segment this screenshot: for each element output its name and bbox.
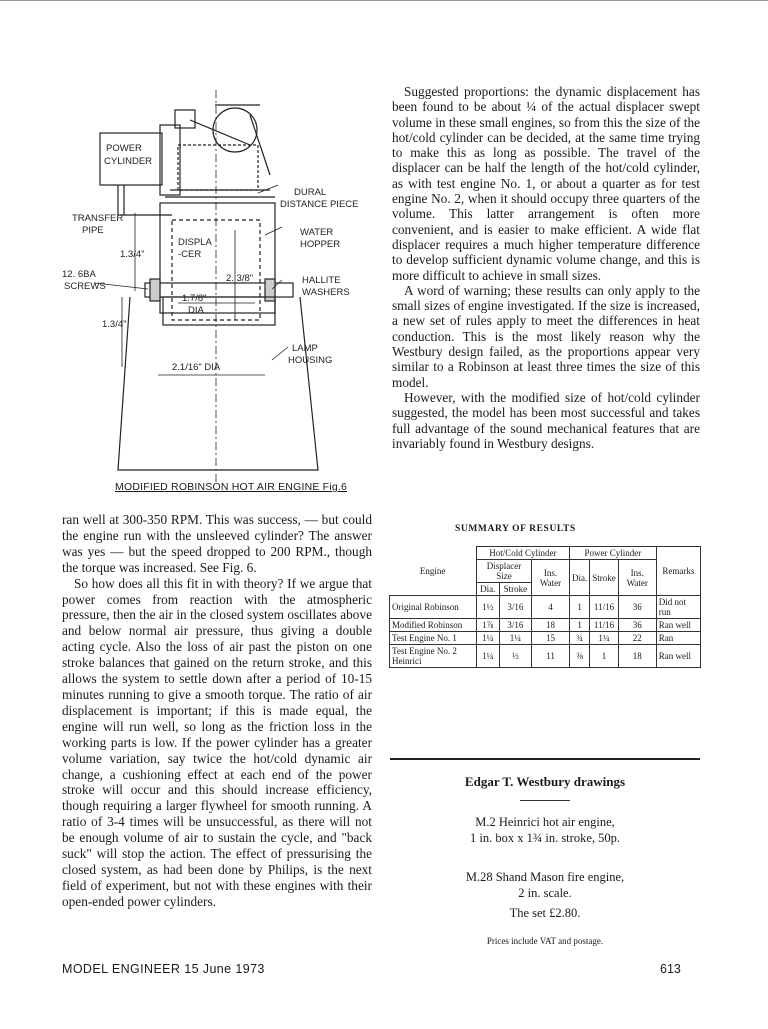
promo-title: Edgar T. Westbury drawings: [464, 774, 626, 789]
label-displacer-2: -CER: [178, 249, 202, 260]
table-row: [390, 632, 701, 645]
label-lamp-1: LAMP: [292, 343, 318, 354]
power-dia-cell: 1: [570, 619, 590, 632]
label-dim-2116: 2.1/16" DIA: [172, 362, 221, 373]
label-hallite-2: WASHERS: [302, 287, 350, 298]
displacer-dia-cell: 1¼: [476, 632, 499, 645]
right-column: [392, 84, 700, 451]
power-dia-cell: ⅜: [570, 645, 590, 668]
displacer-dia-cell: 1¼: [476, 645, 499, 668]
ins-water-header-1: Ins. Water: [532, 560, 570, 596]
displacer-size-header: Displacer Size: [476, 560, 531, 583]
engine-diagram: [60, 85, 380, 495]
section-divider: [390, 758, 700, 760]
power-ins-water-cell: 22: [618, 632, 656, 645]
label-power-1: POWER: [106, 143, 142, 154]
engine-cell: Test Engine No. 1: [390, 632, 477, 645]
label-dim-134-top: 1.3/4": [120, 249, 145, 260]
hot-cold-group-header: Hot/Cold Cylinder: [476, 547, 569, 560]
right-paragraph-2: A word of warning; these results can only apply to the small sizes of engine investigated. If the size is increased, a new set of rules apply to meet the differences in heat conduction. This is the most likely reason why the Westbury design failed, as the proportions appear very similar to a Robinson at least three times the size of this model.: [392, 282, 700, 390]
label-transfer-1: TRANSFER: [72, 213, 124, 224]
power-stroke-cell: 11/16: [590, 619, 619, 632]
page-number: 613: [660, 962, 681, 976]
results-table: [389, 546, 701, 668]
promo-line-5: The set £2.80.: [509, 906, 581, 920]
remarks-cell: Ran: [656, 632, 700, 645]
remarks-cell: Did not run: [656, 596, 700, 619]
remarks-header: Remarks: [656, 547, 700, 596]
table-row: [390, 645, 701, 668]
displacer-stroke-cell: ½: [499, 645, 531, 668]
left-paragraph-1: ran well at 300-350 RPM. This was success, — but could the engine run with the unsleeved cylinder? The answer was yes — but the speed dropped to 200 RPM., though the torque was increased. See Fig. 6.: [62, 512, 372, 575]
label-dural-1: DURAL: [294, 187, 327, 198]
label-dim-238: 2. 3/8": [226, 273, 254, 284]
label-hallite-1: HALLITE: [302, 275, 341, 286]
displacer-dia-cell: 1½: [476, 596, 499, 619]
power-dia-cell: 1: [570, 596, 590, 619]
ins-water-cell: 15: [532, 632, 570, 645]
top-rule: [0, 0, 768, 1]
power-stroke-cell: 11/16: [590, 596, 619, 619]
table-row: [390, 596, 701, 619]
label-displacer-1: DISPLA: [178, 237, 212, 248]
ins-water-cell: 11: [532, 645, 570, 668]
power-stroke-cell: 1¼: [590, 632, 619, 645]
lamp-housing: [118, 297, 318, 470]
engine-header: Engine: [390, 547, 477, 596]
remarks-cell: Ran well: [656, 645, 700, 668]
label-dural-2: DISTANCE PIECE: [280, 199, 359, 210]
displacer-stroke-cell: 3/16: [499, 619, 531, 632]
ins-water-cell: 18: [532, 619, 570, 632]
power-stroke-cell: 1: [590, 645, 619, 668]
displacer-stroke-cell: 3/16: [499, 596, 531, 619]
engine-cell: Original Robinson: [390, 596, 477, 619]
remarks-cell: Ran well: [656, 619, 700, 632]
power-ins-water-cell: 36: [618, 596, 656, 619]
displacer-stroke-cell: 1¼: [499, 632, 531, 645]
label-water-1: WATER: [300, 227, 334, 238]
left-paragraph-2: So how does all this fit in with theory? If we argue that power comes from reaction with the atmospheric pressure, then the air in the closed system oscillates above and below normal air pressure, thus giving a double acting cycle. Also the loss of air past the piston on one stroke balances that gained on the return stroke, and this allows the system to settle down after a period of 10-15 minutes running to give a smooth torque. The ratio of air displacement is important; if this is made equal, the engine will run well, so long as the friction loss in the working parts is low. If the power cylinder has a greater volume variation, say twice the hot/cold dynamic air change, a cushioning effect at each end of the power stroke will occur and this should increase efficiency, though requiring a larger flywheel for smooth running. A ratio of 3-4 times will be unsuccessful, as there will not be enough volume of air to sustain the cycle, and "back suck" will stop the action. The effect of pressurising the closed system, as had been done by Philips, is the next field of experiment, but not with these engines with their open-ended power cylinders.: [62, 575, 372, 909]
promo-line-3: M.28 Shand Mason fire engine,: [465, 870, 625, 884]
power-dia-cell: ¾: [570, 632, 590, 645]
promo-note: Prices include VAT and postage.: [486, 936, 604, 946]
footer-publication: MODEL ENGINEER 15 June 1973: [62, 962, 265, 976]
left-column: [62, 512, 372, 910]
figure-caption: MODIFIED ROBINSON HOT AIR ENGINE Fig.6: [115, 481, 348, 493]
power-ins-water-cell: 36: [618, 619, 656, 632]
label-lamp-2: HOUSING: [288, 355, 333, 366]
label-dia: DIA: [188, 305, 204, 316]
label-dim-178: 1.7/8": [182, 293, 207, 304]
stroke-header-1: Stroke: [499, 583, 531, 596]
table-title: SUMMARY OF RESULTS: [455, 524, 576, 534]
label-water-2: HOPPER: [300, 239, 341, 250]
label-dim-134-low: 1.3/4": [102, 319, 127, 330]
promo-line-2: 1 in. box x 1¾ in. stroke, 50p.: [470, 831, 620, 845]
displacer-dia-cell: 1⅞: [476, 619, 499, 632]
dia-header-2: Dia.: [570, 560, 590, 596]
label-transfer-2: PIPE: [82, 225, 104, 236]
ins-water-cell: 4: [532, 596, 570, 619]
label-power-2: CYLINDER: [104, 156, 153, 167]
power-ins-water-cell: 18: [618, 645, 656, 668]
engine-cell: Modified Robinson: [390, 619, 477, 632]
label-screws-1: 12. 6BA: [62, 269, 96, 280]
promo-separator: [520, 800, 570, 801]
right-paragraph-3: However, with the modified size of hot/cold cylinder suggested, the model has been most successful and takes full advantage of the sound mechanical features that are invariably found in Westbury designs.: [392, 389, 700, 451]
table-row: [390, 619, 701, 632]
dia-header-1: Dia.: [476, 583, 499, 596]
promo-line-4: 2 in. scale.: [518, 886, 572, 900]
stroke-header-2: Stroke: [590, 560, 619, 596]
ins-water-header-2: Ins. Water: [618, 560, 656, 596]
power-group-header: Power Cylinder: [570, 547, 657, 560]
engine-cell: Test Engine No. 2 Heinrici: [390, 645, 477, 668]
label-screws-2: SCREWS: [64, 281, 106, 292]
promo-line-1: M.2 Heinrici hot air engine,: [475, 815, 615, 829]
engine-drawing: [60, 85, 380, 495]
right-paragraph-1: Suggested proportions: the dynamic displacement has been found to be about ¼ of the actual displacer swept volume in these small engines, so from this the size of the hot/cold cylinder can be decided, at the same time trying to make this as long as possible. The travel of the displacer can be half the length of the hot/cold cylinder, as with test engine No. 1, or about a quarter as for test engine No. 2, when it should occupy three quarters of the volume. This latter arrangement is often more convenient, and is easier to make efficient. A wide flat displacer requires a much higher temperature difference to develop sufficient dynamic volume change, and this is more difficult to achieve in small sizes.: [392, 84, 700, 283]
